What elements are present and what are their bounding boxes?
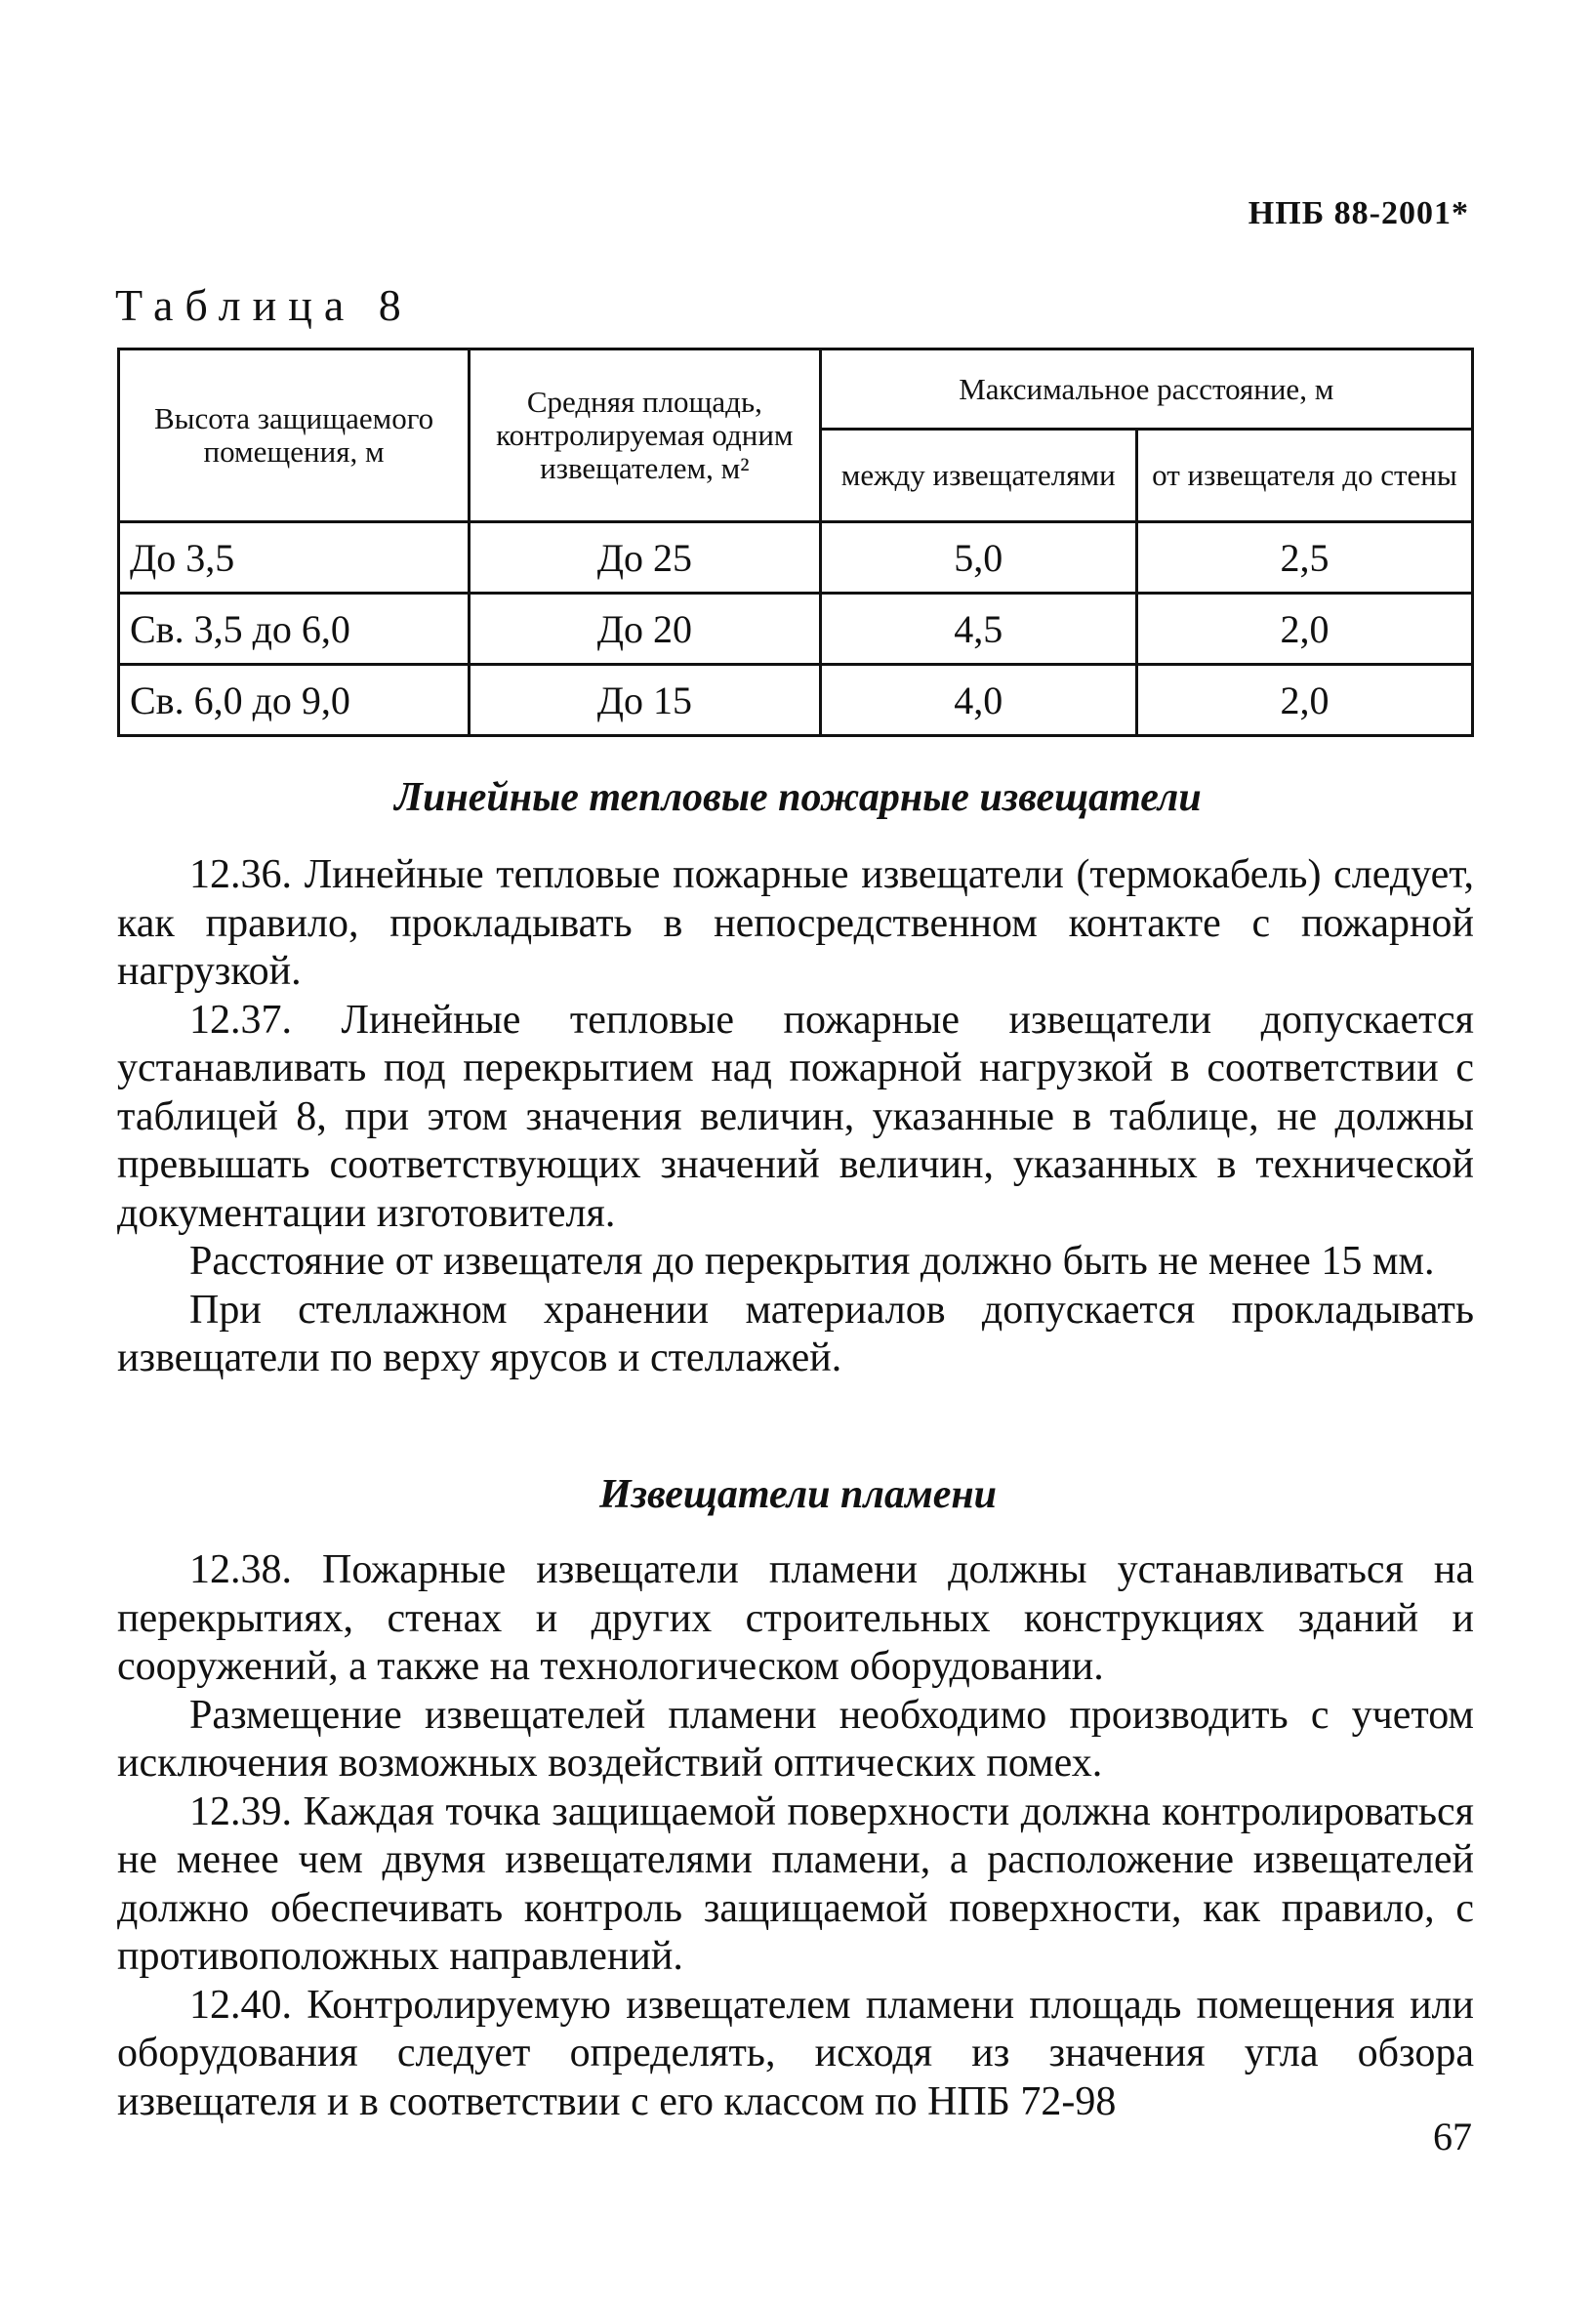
header-detector-to-wall: от извещателя до стены — [1136, 430, 1472, 522]
cell-between: 5,0 — [820, 522, 1136, 594]
cell-between: 4,5 — [820, 594, 1136, 665]
paragraph-12-37: 12.37. Линейные тепловые пожарные извещатели допускается устанавливать под перекрытием над пожарной нагрузкой в соответствии с таблицей 8, при этом значения величин, указанные в таблице, не должны превышать соответствующих значений величин, указанных в технической документации изготовителя. — [117, 997, 1474, 1236]
cell-between: 4,0 — [820, 665, 1136, 736]
header-room-height: Высота защищаемого помещения, м — [119, 349, 470, 522]
detector-spacing-table — [117, 348, 1474, 737]
paragraph-12-36: 12.36. Линейные тепловые пожарные извещатели (термокабель) следует, как правило, прокладывать в непосредственном контакте с пожарной нагрузкой. — [117, 852, 1474, 994]
cell-area: До 20 — [470, 594, 820, 665]
paragraph-placement: Размещение извещателей пламени необходимо производить с учетом исключения возможных воздействий оптических помех. — [117, 1692, 1474, 1786]
header-avg-area: Средняя площадь, контролируемая одним извещателем, м² — [470, 349, 820, 522]
cell-area: До 25 — [470, 522, 820, 594]
paragraph-12-40: 12.40. Контролируемую извещателем пламени площадь помещения или оборудования следует определять, исходя из значения угла обзора извещателя и в соответствии с его классом по НПБ 72-98 — [117, 1982, 1474, 2124]
cell-to-wall: 2,0 — [1136, 665, 1472, 736]
cell-height: Св. 6,0 до 9,0 — [119, 665, 470, 736]
section-body-linear-heat — [117, 851, 1474, 1383]
table-header-row — [119, 349, 1473, 430]
paragraph-rack-storage: При стеллажном хранении материалов допускается прокладывать извещатели по верху ярусов и стеллажей. — [117, 1287, 1474, 1380]
cell-height: До 3,5 — [119, 522, 470, 594]
cell-area: До 15 — [470, 665, 820, 736]
section-heading-flame: Извещатели пламени — [598, 1472, 998, 1517]
paragraph-12-39: 12.39. Каждая точка защищаемой поверхности должна контролироваться не менее чем двумя извещателями пламени, а расположение извещателей должно обеспечивать контроль защищаемой поверхности, как правило, с противоположных направлений. — [117, 1788, 1474, 1979]
table-row — [119, 665, 1473, 736]
document-code: НПБ 88-2001* — [1248, 195, 1469, 231]
table-caption: Таблица 8 — [115, 280, 413, 330]
page-number: 67 — [1433, 2115, 1472, 2158]
cell-to-wall: 2,0 — [1136, 594, 1472, 665]
table-row — [119, 522, 1473, 594]
cell-height: Св. 3,5 до 6,0 — [119, 594, 470, 665]
section-heading-linear-heat: Линейные тепловые пожарные извещатели — [394, 775, 1202, 820]
header-between-detectors: между извещателями — [820, 430, 1136, 522]
paragraph-12-38: 12.38. Пожарные извещатели пламени должны устанавливаться на перекрытиях, стенах и других строительных конструкциях зданий и сооружений, а также на технологическом оборудовании. — [117, 1547, 1474, 1689]
table-row — [119, 594, 1473, 665]
header-max-distance: Максимальное расстояние, м — [820, 349, 1473, 430]
section-body-flame — [117, 1546, 1474, 2126]
cell-to-wall: 2,5 — [1136, 522, 1472, 594]
paragraph-distance: Расстояние от извещателя до перекрытия должно быть не менее 15 мм. — [189, 1239, 1435, 1284]
